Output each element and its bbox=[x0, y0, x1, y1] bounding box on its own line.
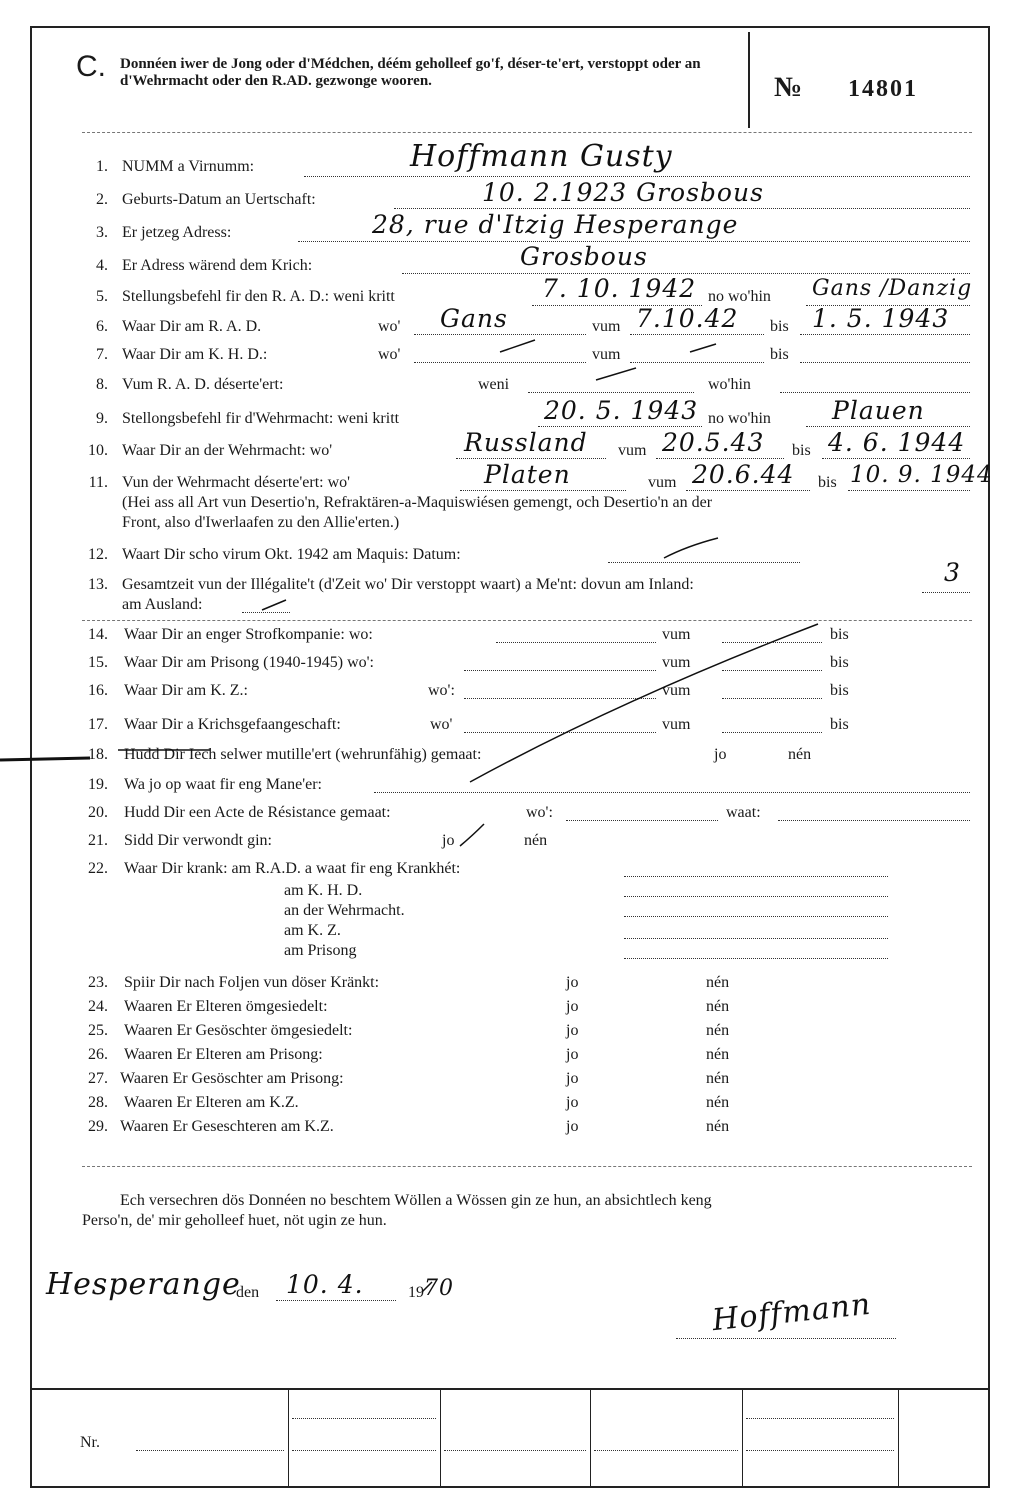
label-wo: wo': bbox=[526, 804, 553, 821]
field-label-resistance: Hudd Dir een Acte de Résistance gemaat: bbox=[124, 804, 391, 821]
number-symbol: № bbox=[774, 72, 803, 103]
strike-row7-vum bbox=[690, 344, 716, 352]
field-value-wehrmacht-order-date[interactable]: 20. 5. 1943 bbox=[544, 396, 699, 425]
field-label-siblings-prison: Waaren Er Gesöschter am Prisong: bbox=[120, 1070, 344, 1087]
header-title: Donnéen iwer de Jong oder d'Médchen, déém geholleef go'f, déser-te'ert, verstoppt oder an d'Wehrmacht oder den R.AD. gezwonge wooren. bbox=[120, 56, 701, 89]
field-label-khd: Waar Dir am K. H. D.: bbox=[122, 346, 268, 363]
label-bis: bis bbox=[830, 654, 849, 671]
field-value-wehrmacht-where[interactable]: Russland bbox=[464, 428, 588, 457]
sick-sub-label: am K. H. D. bbox=[284, 882, 363, 899]
field-value-address[interactable]: 28, rue d'Itzig Hesperange bbox=[372, 210, 739, 239]
option-jo[interactable]: jo bbox=[566, 1070, 579, 1087]
label-bis: bis bbox=[830, 682, 849, 699]
signature[interactable]: Hoffmann bbox=[710, 1286, 873, 1339]
label-vum: vum bbox=[662, 654, 691, 671]
sick-sub-label: an der Wehrmacht. bbox=[284, 902, 405, 919]
label-weni: weni bbox=[478, 376, 510, 393]
year-suffix[interactable]: 70 bbox=[424, 1276, 454, 1301]
label-wo: wo': bbox=[428, 682, 455, 699]
option-jo[interactable]: jo bbox=[566, 974, 579, 991]
row-number: 4. bbox=[96, 257, 108, 274]
field-label-prison: Waar Dir am Prisong (1940-1945) wo': bbox=[124, 654, 374, 671]
field-value-wehrmacht-from[interactable]: 20.5.43 bbox=[662, 428, 765, 457]
field-label-rad-order-where: no wo'hin bbox=[708, 288, 771, 305]
field-label-deserted: Vun der Wehrmacht déserte'ert: wo' bbox=[122, 474, 351, 491]
field-label-name: NUMM a Virnumm: bbox=[122, 158, 255, 175]
row-number: 8. bbox=[96, 376, 108, 393]
option-jo[interactable]: jo bbox=[714, 746, 727, 763]
row-number: 18. bbox=[88, 746, 108, 763]
row-number: 1. bbox=[96, 158, 108, 175]
option-jo[interactable]: jo bbox=[566, 1118, 579, 1135]
field-label-rad-order: Stellungsbefehl fir den R. A. D.: weni kritt bbox=[122, 288, 395, 305]
field-label-consequences: Spiir Dir nach Foljen vun döser Kränkt: bbox=[124, 974, 380, 991]
field-value-wehrmacht-to[interactable]: 4. 6. 1944 bbox=[828, 428, 966, 457]
row-number: 28. bbox=[88, 1094, 108, 1111]
label-vum: vum bbox=[662, 716, 691, 733]
option-nen[interactable]: nén bbox=[706, 1046, 730, 1063]
label-bis: bis bbox=[770, 318, 789, 335]
row-number: 13. bbox=[88, 576, 108, 593]
label-wo: wo' bbox=[378, 346, 401, 363]
option-jo[interactable]: jo bbox=[442, 832, 455, 849]
year-prefix: 19 bbox=[408, 1284, 424, 1301]
field-label-parents-kz: Waaren Er Elteren am K.Z. bbox=[124, 1094, 299, 1111]
field-value-rad-to[interactable]: 1. 5. 1943 bbox=[812, 304, 950, 333]
field-label-wounded: Sidd Dir verwondt gin: bbox=[124, 832, 272, 849]
field-label-penal-company: Waar Dir an enger Strofkompanie: wo: bbox=[124, 626, 373, 643]
label-den: den bbox=[236, 1284, 260, 1301]
field-label-wehrmacht-order-where: no wo'hin bbox=[708, 410, 771, 427]
row-number: 20. bbox=[88, 804, 108, 821]
label-vum: vum bbox=[662, 682, 691, 699]
label-waat: waat: bbox=[726, 804, 761, 821]
field-label-illegality: Gesamtzeit vun der Illégalite't (d'Zeit wo' Dir verstoppt waart) a Me'nt: dovun am Inland: bbox=[122, 576, 694, 593]
footer-nr-label: Nr. bbox=[80, 1434, 100, 1451]
field-label-siblings-kz: Waaren Er Geseschteren am K.Z. bbox=[120, 1118, 334, 1135]
option-nen[interactable]: nén bbox=[706, 974, 730, 991]
field-value-deserted-to[interactable]: 10. 9. 1944 bbox=[850, 462, 993, 488]
declaration-line: Ech versechren dös Donnéen no beschtem Wöllen a Wössen gin ze hun, an absichtlech keng bbox=[120, 1192, 712, 1209]
row-number: 5. bbox=[96, 288, 108, 305]
option-nen[interactable]: nén bbox=[788, 746, 812, 763]
row-number: 17. bbox=[88, 716, 108, 733]
row-number: 26. bbox=[88, 1046, 108, 1063]
field-value-rad-from[interactable]: 7.10.42 bbox=[636, 304, 739, 333]
field-value-deserted-where[interactable]: Platen bbox=[484, 460, 571, 489]
field-label-pow: Waar Dir a Krichsgefaangeschaft: bbox=[124, 716, 341, 733]
field-value-deserted-from[interactable]: 20.6.44 bbox=[692, 460, 795, 489]
row-number: 27. bbox=[88, 1070, 108, 1087]
strike-row8-weni bbox=[596, 368, 636, 380]
section-letter: C. bbox=[76, 50, 106, 83]
field-label-rad: Waar Dir am R. A. D. bbox=[122, 318, 262, 335]
row-number: 29. bbox=[88, 1118, 108, 1135]
field-value-wehrmacht-order-where[interactable]: Plauen bbox=[832, 396, 925, 425]
field-label-abroad: am Ausland: bbox=[122, 596, 203, 613]
field-label-war-address: Er Adress wärend dem Krich: bbox=[122, 257, 313, 274]
field-label-birth: Geburts-Datum an Uertschaft: bbox=[122, 191, 316, 208]
field-label-wehrmacht: Waar Dir an der Wehrmacht: wo' bbox=[122, 442, 333, 459]
label-bis: bis bbox=[830, 626, 849, 643]
strike-row7-wo bbox=[500, 340, 535, 352]
label-bis: bis bbox=[792, 442, 811, 459]
row-number: 9. bbox=[96, 410, 108, 427]
row-number: 23. bbox=[88, 974, 108, 991]
option-jo[interactable]: jo bbox=[566, 1046, 579, 1063]
sick-sub-label: am K. Z. bbox=[284, 922, 341, 939]
field-label-wehrmacht-order: Stellongsbefehl fir d'Wehrmacht: weni kritt bbox=[122, 410, 400, 427]
option-nen[interactable]: nén bbox=[706, 1118, 730, 1135]
field-label-maquis: Waart Dir scho virum Okt. 1942 am Maquis: Datum: bbox=[122, 546, 461, 563]
label-bis: bis bbox=[818, 474, 837, 491]
field-label-address: Er jetzeg Adress: bbox=[122, 224, 232, 241]
row-number: 12. bbox=[88, 546, 108, 563]
strike-year-8 bbox=[422, 1282, 432, 1292]
signed-place[interactable]: Hesperange bbox=[46, 1267, 241, 1302]
option-jo[interactable]: jo bbox=[566, 1094, 579, 1111]
strike-row18-mark bbox=[0, 758, 90, 760]
label-vum: vum bbox=[592, 318, 621, 335]
label-vum: vum bbox=[648, 474, 677, 491]
option-nen[interactable]: nén bbox=[706, 1022, 730, 1039]
field-label-self-mutilation: Hudd Dir Iech selwer mutille'ert (wehrunfähig) gemaat: bbox=[124, 746, 482, 763]
row-number: 25. bbox=[88, 1022, 108, 1039]
label-wo: wo' bbox=[378, 318, 401, 335]
row-number: 19. bbox=[88, 776, 108, 793]
option-nen[interactable]: nén bbox=[706, 1070, 730, 1087]
field-label-parents-resettled: Waaren Er Elteren ömgesiedelt: bbox=[124, 998, 328, 1015]
option-nen[interactable]: nén bbox=[706, 1094, 730, 1111]
row-number: 10. bbox=[88, 442, 108, 459]
label-wo: wo' bbox=[430, 716, 453, 733]
field-label-sick: Waar Dir krank: am R.A.D. a waat fir eng Krankhét: bbox=[124, 860, 461, 877]
row-number: 11. bbox=[88, 474, 108, 491]
declaration-line: Perso'n, de' mir geholleef huet, nöt ugin ze hun. bbox=[82, 1212, 387, 1229]
row-number: 15. bbox=[88, 654, 108, 671]
row-note: Front, also d'Iwerlaafen zu den Allie'erten.) bbox=[122, 514, 400, 531]
label-vum: vum bbox=[592, 346, 621, 363]
field-label-siblings-resettled: Waaren Er Gesöschter ömgesiedelt: bbox=[124, 1022, 353, 1039]
label-vum: vum bbox=[662, 626, 691, 643]
sick-sub-label: am Prisong bbox=[284, 942, 357, 959]
field-label-rad-deserted: Vum R. A. D. déserte'ert: bbox=[122, 376, 284, 393]
field-value-birth[interactable]: 10. 2.1923 Grosbous bbox=[482, 178, 764, 207]
strike-rows-14-19 bbox=[470, 624, 818, 782]
field-value-rad-where[interactable]: Gans bbox=[440, 304, 508, 333]
field-value-name[interactable]: Hoffmann Gusty bbox=[410, 139, 673, 174]
row-number: 24. bbox=[88, 998, 108, 1015]
field-label-manner: Wa jo op waat fir eng Mane'er: bbox=[124, 776, 322, 793]
row-number: 2. bbox=[96, 191, 108, 208]
option-jo[interactable]: jo bbox=[566, 1022, 579, 1039]
field-value-rad-order-date[interactable]: 7. 10. 1942 bbox=[542, 274, 697, 303]
option-nen[interactable]: nén bbox=[524, 832, 548, 849]
row-number: 21. bbox=[88, 832, 108, 849]
label-bis: bis bbox=[770, 346, 789, 363]
row-number: 14. bbox=[88, 626, 108, 643]
field-label-parents-prison: Waaren Er Elteren am Prisong: bbox=[124, 1046, 323, 1063]
row-number: 22. bbox=[88, 860, 108, 877]
row-number: 6. bbox=[96, 318, 108, 335]
field-label-kz: Waar Dir am K. Z.: bbox=[124, 682, 248, 699]
signed-date[interactable]: 10. 4. bbox=[286, 1270, 364, 1299]
option-jo[interactable]: jo bbox=[566, 998, 579, 1015]
row-number: 7. bbox=[96, 346, 108, 363]
field-value-war-address[interactable]: Grosbous bbox=[520, 242, 648, 271]
option-nen[interactable]: nén bbox=[706, 998, 730, 1015]
label-vum: vum bbox=[618, 442, 647, 459]
row-note: (Hei ass all Art vun Desertio'n, Refraktären-a-Maquiswiésen gemengt, och Desertio'n an der bbox=[122, 494, 713, 511]
field-value-rad-order-where[interactable]: Gans /Danzig bbox=[812, 276, 973, 301]
label-bis: bis bbox=[830, 716, 849, 733]
strike-row13-abroad bbox=[262, 600, 286, 610]
form-number: 14801 bbox=[848, 76, 918, 102]
field-value-illegality-inland[interactable]: 3 bbox=[944, 558, 961, 587]
row-number: 3. bbox=[96, 224, 108, 241]
label-wohin: wo'hin bbox=[708, 376, 751, 393]
row-number: 16. bbox=[88, 682, 108, 699]
